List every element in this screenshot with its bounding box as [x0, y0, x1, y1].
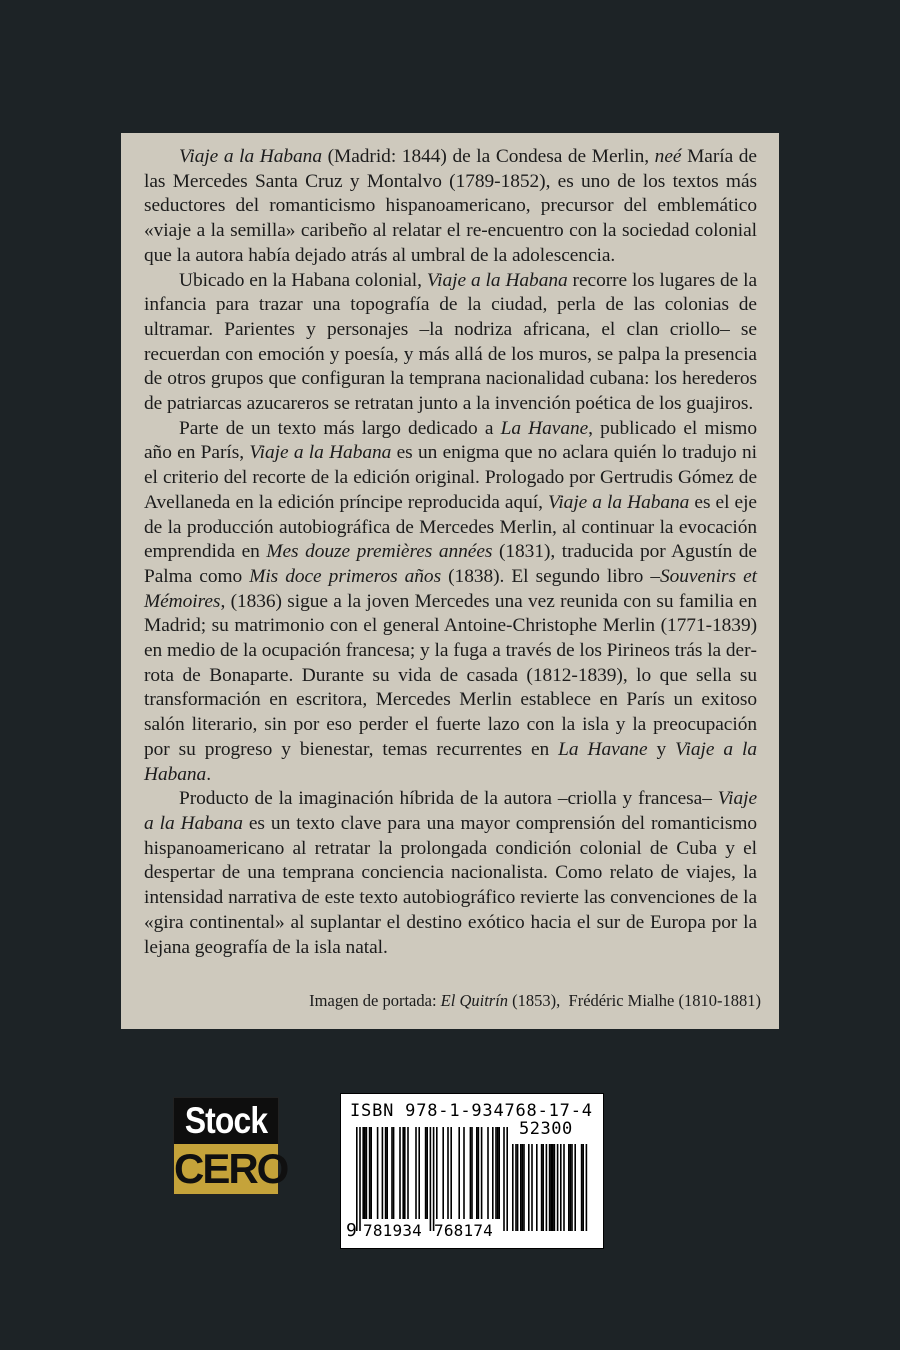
- addon-bar: [541, 1144, 543, 1231]
- barcode-bar: [506, 1127, 508, 1231]
- barcode-bar: [393, 1127, 395, 1219]
- barcode-bar: [386, 1127, 388, 1219]
- barcode-bar: [458, 1127, 460, 1219]
- addon-bar: [570, 1144, 572, 1231]
- barcode-bar: [404, 1127, 406, 1219]
- barcode-bar: [463, 1127, 465, 1219]
- barcode-bar: [430, 1127, 432, 1231]
- barcode-bar: [364, 1127, 366, 1219]
- barcode-bar: [476, 1127, 478, 1219]
- barcode-bar: [495, 1127, 497, 1219]
- addon-bar: [554, 1144, 556, 1231]
- addon-bar: [549, 1144, 551, 1231]
- addon-bar: [520, 1144, 522, 1231]
- addon-bar: [522, 1144, 524, 1231]
- text-run: recorre los lugares de la infancia para trazar una topografía de la ciudad, perla de las colonias de ultramar. Parientes y personajes –la nodriza africana, el clan criollo– se recuerdan con emoción y poesía, y más allá de los muros, se palpa la presencia de otros grupos que configuran la temprana nacionalidad cubana: los herederos de patriarcas azucareros se retratan junto a la invención poética de los guajiros.: [144, 269, 758, 415]
- addon-bar: [586, 1144, 588, 1231]
- text-run: , (1836) sigue a la joven Mercedes una vez reunida con su familia en Madrid; su matrimonio con el general Antoine-Christophe Merlin (1771-1839) en medio de la ocupación francesa; y la fuga a través de los Pirineos trás la derrota de Bonaparte. Durante su vida de casada (1812-1839), lo que sella su transformación en escritora, Mercedes Merlin establece en París un exitoso salón literario, sin por eso perder el fuerte lazo con la isla y la preocupación por su progreso y bienestar, temas recurrentes en: [144, 590, 757, 760]
- barcode-bar: [450, 1127, 452, 1219]
- text-run: es un texto clave para una mayor comprensión del romanticismo hispanoamericano al retratar la prolongada condición colonial de Cuba y el despertar de una temprana conciencia nacionalista. Como relato de viajes, la intensidad narrativa de este texto autobiográfico revierte las convenciones de la «gira continental» al suplantar el destino exótico hacia el sur de Europa por la lejana geografía de la isla natal.: [144, 812, 757, 958]
- italic-title-run: Viaje a la Habana: [144, 788, 757, 834]
- addon-bar: [542, 1144, 544, 1231]
- text-run: Ubicado en la Habana colonial,: [179, 269, 427, 291]
- synopsis-paragraph-1: [144, 145, 757, 269]
- text-run: María de las Mercedes Santa Cruz y Montalvo (1789-1852), es uno de los textos más seductores del romanticismo hispanoamericano, precursor del emblemático «viaje a la semilla» caribeño al relatar el re-encuentro con la sociedad colonial que la autora había dejado atrás al umbral de la adolescencia.: [144, 146, 757, 266]
- back-cover-text-panel: [121, 133, 779, 1029]
- addon-bar: [528, 1144, 530, 1231]
- barcode-bar: [369, 1127, 371, 1219]
- ean-right-digits: 768174: [434, 1221, 493, 1240]
- ean-left-digits: 781934: [363, 1221, 422, 1240]
- barcode-bar: [497, 1127, 499, 1219]
- italic-title-run: Souvenirs et Mémoires: [144, 565, 757, 612]
- addon-bar: [560, 1144, 562, 1231]
- barcode-bar: [418, 1127, 420, 1219]
- credit-work-title: El Quitrín: [440, 991, 509, 1010]
- addon-bar: [552, 1144, 554, 1231]
- italic-title-run: Viaje a la Habana: [547, 491, 690, 513]
- logo-word-stock: Stock: [184, 1100, 268, 1141]
- barcode-bar: [425, 1127, 427, 1219]
- addon-bar: [568, 1144, 570, 1231]
- barcode-bar: [391, 1127, 393, 1219]
- ean-first-digit: 9: [346, 1220, 357, 1241]
- barcode-bar: [399, 1127, 401, 1219]
- italic-title-run: neé: [654, 146, 682, 167]
- italic-title-run: La Havane: [558, 738, 648, 760]
- barcode-bar: [492, 1127, 494, 1219]
- addon-bar: [523, 1144, 525, 1231]
- barcode-bar: [433, 1127, 435, 1231]
- addon-bar: [582, 1144, 584, 1231]
- addon-bar: [546, 1144, 548, 1231]
- barcode-bar: [370, 1127, 372, 1219]
- barcode-bar: [407, 1127, 409, 1219]
- price-addon-number: 52300: [519, 1119, 573, 1139]
- addon-bar: [571, 1144, 573, 1231]
- barcode-bar: [359, 1127, 361, 1231]
- credit-prefix: Imagen de portada:: [309, 991, 441, 1010]
- addon-bar: [563, 1144, 565, 1231]
- text-run: (1838). El segundo libro –: [441, 565, 660, 587]
- addon-bar: [550, 1144, 552, 1231]
- italic-title-run: La Havane: [500, 417, 589, 439]
- text-run: (Madrid: 1844) de la Condesa de Merlin,: [321, 146, 655, 167]
- barcode-bar: [470, 1127, 472, 1219]
- barcode-bar: [426, 1127, 428, 1219]
- barcode-bar: [366, 1127, 368, 1219]
- barcode-bar: [481, 1127, 483, 1219]
- credit-artist: Frédéric Mialhe (1810-1881): [568, 991, 761, 1010]
- cover-image-credit: [309, 991, 761, 1011]
- addon-bar: [512, 1144, 514, 1231]
- text-run: .: [206, 763, 211, 785]
- synopsis-paragraph-4: [144, 787, 757, 960]
- barcode-bar: [471, 1127, 473, 1219]
- stockcero-logo: [173, 1097, 288, 1195]
- barcode-bar: [356, 1127, 358, 1231]
- barcode-bar: [385, 1127, 387, 1219]
- text-run: Producto de la imaginación híbrida de la autora –criolla y francesa–: [179, 788, 718, 810]
- synopsis-paragraph-2: [144, 269, 757, 417]
- ean13-bars: [356, 1127, 508, 1233]
- isbn-barcode: [340, 1093, 604, 1249]
- text-run: es el eje de la producción autobiográfica de Mercedes Merlin, al continuar la evocación emprendida en: [144, 491, 757, 563]
- text-run: es un enigma que no aclara quién lo tradujo ni el criterio del recorte de la edición original. Prologado por Gertrudis Gómez de Avellaneda en la edición príncipe reproducida aquí,: [144, 442, 757, 513]
- addon-bar: [574, 1144, 576, 1231]
- barcode-bar: [447, 1127, 449, 1219]
- italic-title-run: Viaje a la Habana: [179, 146, 322, 167]
- barcode-bar: [415, 1127, 417, 1219]
- barcode-bar: [362, 1127, 364, 1219]
- barcode-bar: [382, 1127, 384, 1219]
- addon-bar: [536, 1144, 538, 1231]
- barcode-bar: [436, 1127, 438, 1219]
- barcode-bar: [442, 1127, 444, 1219]
- italic-title-run: Viaje a la Habana: [144, 738, 757, 785]
- text-run: y: [647, 738, 676, 760]
- synopsis-paragraph-3: [144, 417, 757, 788]
- addon-bar: [515, 1144, 517, 1231]
- addon-bar: [517, 1144, 519, 1231]
- synopsis-body: [144, 145, 757, 960]
- addon-bar: [581, 1144, 583, 1231]
- barcode-bar: [478, 1127, 480, 1219]
- price-addon-bars: [512, 1144, 594, 1233]
- barcode-bar: [498, 1127, 500, 1219]
- addon-bar: [531, 1144, 533, 1231]
- italic-title-run: Viaje a la Habana: [249, 442, 392, 464]
- text-run: , publicado el mismo año en París,: [144, 417, 757, 464]
- barcode-bar: [503, 1127, 505, 1231]
- credit-year: (1853),: [508, 991, 561, 1010]
- text-run: Parte de un texto más largo dedicado a: [179, 417, 501, 439]
- barcode-bar: [377, 1127, 379, 1219]
- italic-title-run: Mis doce primeros años: [249, 565, 442, 587]
- italic-title-run: Viaje a la Habana: [426, 269, 568, 291]
- barcode-bar: [487, 1127, 489, 1219]
- italic-title-run: Mes douze premières années: [266, 541, 493, 563]
- isbn-label: ISBN 978-1-934768-17-4: [350, 1101, 593, 1121]
- barcode-bar: [402, 1127, 404, 1219]
- logo-word-cero: CERO: [174, 1145, 288, 1192]
- text-run: (1831), traducida por Agustín de Palma como: [144, 541, 757, 587]
- addon-bar: [557, 1144, 559, 1231]
